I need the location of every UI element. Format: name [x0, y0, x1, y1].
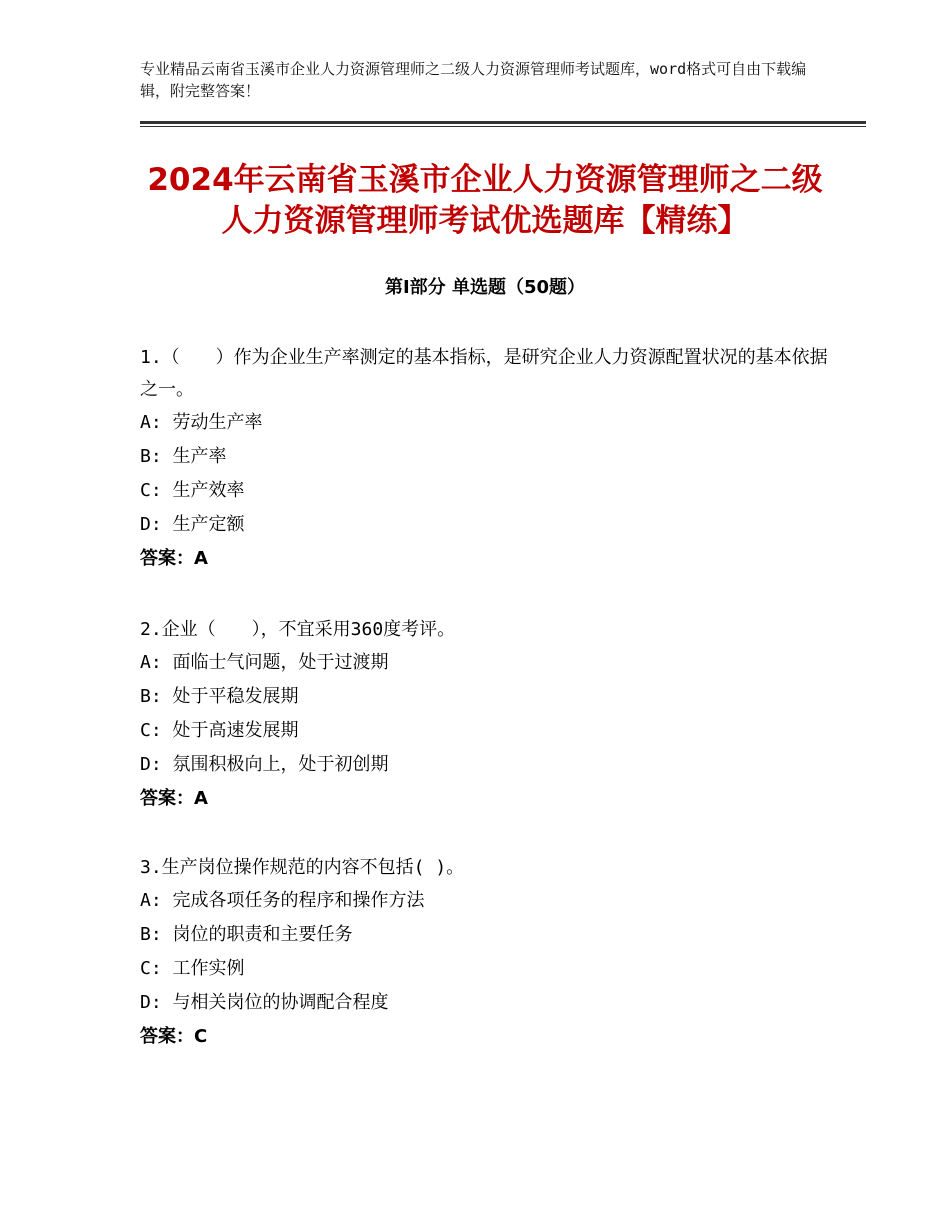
answer: 答案：C [140, 1026, 208, 1047]
question-stem: 3.生产岗位操作规范的内容不包括( )。 [140, 857, 465, 878]
option-d: D: 氛围积极向上，处于初创期 [140, 754, 389, 775]
question-stem: 2.企业（ ），不宜采用360度考评。 [140, 619, 456, 640]
option-b: B: 处于平稳发展期 [140, 686, 299, 707]
option-a: A: 面临士气问题，处于过渡期 [140, 652, 389, 673]
option-c: C: 工作实例 [140, 958, 245, 979]
question-1 [140, 342, 830, 576]
option-a: A: 劳动生产率 [140, 412, 263, 433]
section-title: 第Ⅰ部分 单选题（50题） [384, 277, 585, 298]
question-stem: 1.（ ）作为企业生产率测定的基本指标，是研究企业人力资源配置状况的基本依据之一。 [140, 347, 828, 400]
option-b: B: 生产率 [140, 446, 227, 467]
option-c: C: 处于高速发展期 [140, 720, 299, 741]
document-title: 2024年云南省玉溪市企业人力资源管理师之二级人力资源管理师考试优选题库【精练】 [147, 162, 823, 239]
option-c: C: 生产效率 [140, 480, 245, 501]
option-a: A: 完成各项任务的程序和操作方法 [140, 890, 425, 911]
option-b: B: 岗位的职责和主要任务 [140, 924, 353, 945]
header-divider [140, 121, 866, 124]
option-d: D: 与相关岗位的协调配合程度 [140, 992, 389, 1013]
question-2 [140, 614, 830, 816]
answer: 答案：A [140, 788, 208, 809]
header-divider-thin [140, 126, 866, 127]
answer: 答案：A [140, 548, 208, 569]
option-d: D: 生产定额 [140, 514, 245, 535]
header-note: 专业精品云南省玉溪市企业人力资源管理师之二级人力资源管理师考试题库，word格式可自由下载编辑，附完整答案！ [140, 60, 807, 100]
question-3 [140, 852, 830, 1054]
